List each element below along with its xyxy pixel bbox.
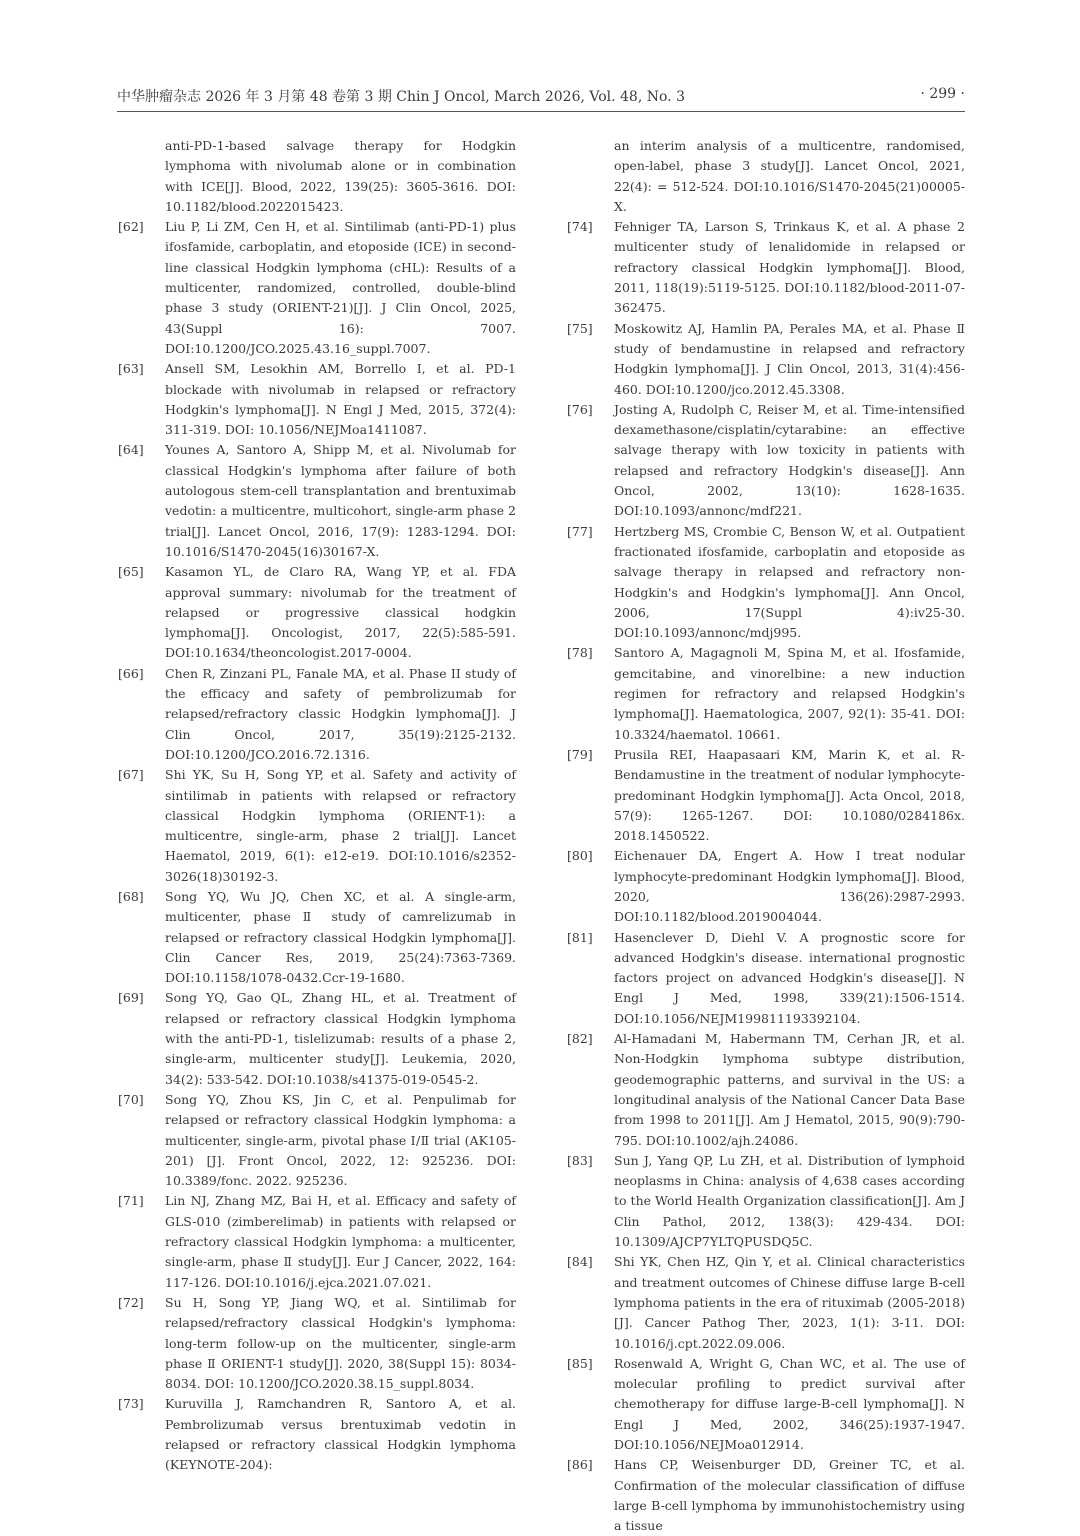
reference-number: [69] [118,990,144,1006]
reference-83 [555,1151,965,1252]
reference-text: Younes A, Santoro A, Shipp M, et al. Nivolumab for classical Hodgkin's lymphoma after failure of both autologous stem-cell transplantation and brentuximab vedotin: a multicentre, multicohort, single-arm phase 2 trial[J]. Lancet Oncol, 2016, 17(9): 1283-1294. DOI: 10.1016/S1470-2045(16)30167-X. [165,442,516,559]
reference-text: Song YQ, Gao QL, Zhang HL, et al. Treatment of relapsed or refractory classical Hodgkin lymphoma with the anti-PD-1, tislelizumab: results of a phase 2, single-arm, multicenter study[J]. Leukemia, 2020, 34(2): 533-542. DOI:10.1038/s41375-019-0545-2. [165,990,516,1087]
reference-73 [106,1394,516,1475]
reference-72 [106,1293,516,1394]
reference-text: Kuruvilla J, Ramchandren R, Santoro A, et al. Pembrolizumab versus brentuximab vedotin in relapsed or refractory classical Hodgkin lymphoma (KEYNOTE-204): [165,1396,516,1473]
reference-text: Eichenauer DA, Engert A. How I treat nodular lymphocyte-predominant Hodgkin lymphoma[J]. Blood, 2020, 136(26):2987-2993. DOI:10.1182/blood.2019004044. [614,848,965,925]
reference-continued [555,136,965,217]
reference-62 [106,217,516,359]
running-header [117,86,965,108]
reference-number: [81] [567,929,593,945]
reference-number: [85] [567,1355,593,1371]
reference-69 [106,988,516,1089]
reference-number: [77] [567,523,593,539]
reference-85 [555,1354,965,1455]
reference-text: Song YQ, Zhou KS, Jin C, et al. Penpulimab for relapsed or refractory classical Hodgkin lymphoma: a multicenter, single-arm, pivotal phase Ⅰ/Ⅱ trial (AK105-201) [J]. Front Oncol, 2022, 12: 925236. DOI: 10.3389/fonc. 2022. 925236. [165,1091,516,1189]
reference-text: Chen R, Zinzani PL, Fanale MA, et al. Phase II study of the efficacy and safety of pembrolizumab for relapsed/refractory classic Hodgkin lymphoma[J]. J Clin Oncol, 2017, 35(19):2125-2132. DOI:10.1200/JCO.2016.72.1316. [165,665,516,762]
reference-number: [82] [567,1031,593,1047]
reference-text: Song YQ, Wu JQ, Chen XC, et al. A single-arm, multicenter, phase Ⅱ study of camrelizumab in relapsed or refractory classical Hodgkin lymphoma[J]. Clin Cancer Res, 2019, 25(24):7363-7369. DOI:10.1158/1078-0432.Ccr-19-1680. [165,888,516,986]
reference-text: Josting A, Rudolph C, Reiser M, et al. Time-intensified dexamethasone/cisplatin/cytarabine: an effective salvage therapy with low toxicity in patients with relapsed and refractory Hodgkin's disease[J]. Ann Oncol, 2002, 13(10): 1628-1635. DOI:10.1093/annonc/mdf221. [614,401,965,519]
reference-text: Hertzberg MS, Crombie C, Benson W, et al. Outpatient fractionated ifosfamide, carboplatin and etoposide as salvage therapy in relapsed and refractory non-Hodgkin's and Hodgkin's lymphoma[J]. Ann Oncol, 2006, 17(Suppl 4):iv25-30. DOI:10.1093/annonc/mdj995. [614,523,965,641]
reference-number: [62] [118,219,144,235]
reference-number: [72] [118,1294,144,1310]
reference-68 [106,887,516,988]
reference-text: an interim analysis of a multicentre, randomised, open-label, phase 3 study[J]. Lancet Oncol, 2021, 22(4): = 512-524. DOI:10.1016/S1470-2045(21)00005-X. [614,138,965,214]
reference-number: [70] [118,1091,144,1107]
reference-text: Shi YK, Chen HZ, Qin Y, et al. Clinical characteristics and treatment outcomes of Chinese diffuse large B-cell lymphoma patients in the era of rituximab (2005-2018) [J]. Cancer Pathog Ther, 2023, 1(1): 3-11. DOI: 10.1016/j.cpt.2022.09.006. [614,1254,965,1351]
reference-70 [106,1090,516,1191]
reference-text: Rosenwald A, Wright G, Chan WC, et al. The use of molecular profiling to predict survival after chemotherapy for diffuse large-B-cell lymphoma[J]. N Engl J Med, 2002, 346(25):1937-1947. DOI:10.1056/NEJMoa012914. [614,1355,965,1452]
reference-79 [555,745,965,846]
reference-text: Liu P, Li ZM, Cen H, et al. Sintilimab (anti-PD-1) plus ifosfamide, carboplatin, and etoposide (ICE) in second-line classical Hodgkin lymphoma (cHL): Results of a multicenter, randomized, controlled, double-blind phase 3 study (ORIENT-21)[J]. J Clin Oncol, 2025, 43(Suppl 16): 7007. DOI:10.1200/JCO.2025.43.16_suppl.7007. [165,219,516,356]
reference-text: Lin NJ, Zhang MZ, Bai H, et al. Efficacy and safety of GLS-010 (zimberelimab) in patients with relapsed or refractory classical Hodgkin lymphoma: a multicenter, single-arm, phase Ⅱ study[J]. Eur J Cancer, 2022, 164: 117-126. DOI:10.1016/j.ejca.2021.07.021. [165,1193,516,1290]
right-reference-column [555,136,965,1536]
reference-number: [68] [118,888,144,904]
reference-80 [555,846,965,927]
reference-text: Sun J, Yang QP, Lu ZH, et al. Distribution of lymphoid neoplasms in China: analysis of 4,638 cases according to the World Health Organization classification[J]. Am J Clin Pathol, 2012, 138(3): 429-434. DOI: 10.1309/AJCP7YLTQPUSDQ5C. [614,1152,965,1250]
reference-86 [555,1455,965,1536]
reference-number: [80] [567,848,593,864]
reference-number: [79] [567,746,593,762]
reference-number: [66] [118,665,144,681]
reference-63 [106,359,516,440]
reference-number: [86] [567,1457,593,1473]
reference-continued [106,136,516,217]
page-number: · 299 · [920,86,965,102]
reference-number: [65] [118,564,144,580]
reference-text: Su H, Song YP, Jiang WQ, et al. Sintilimab for relapsed/refractory classical Hodgkin's lymphoma: long-term follow-up on the multicenter, single-arm phase Ⅱ ORIENT-1 study[J]. 2020, 38(Suppl 15): 8034-8034. DOI: 10.1200/JCO.2020.38.15_suppl.8034. [165,1294,516,1392]
reference-text: Hasenclever D, Diehl V. A prognostic score for advanced Hodgkin's disease. international prognostic factors project on advanced Hodgkin's disease[J]. N Engl J Med, 1998, 339(21):1506-1514. DOI:10.1056/NEJM199811193392104. [614,929,965,1026]
journal-citation-header: 中华肿瘤杂志 2026 年 3 月第 48 卷第 3 期 Chin J Oncol, March 2026, Vol. 48, No. 3 [117,89,685,105]
reference-number: [73] [118,1396,144,1412]
reference-number: [76] [567,401,593,417]
reference-number: [64] [118,442,144,458]
reference-text: Shi YK, Su H, Song YP, et al. Safety and activity of sintilimab in patients with relapsed or refractory classical Hodgkin lymphoma (ORIENT-1): a multicentre, single-arm, phase 2 trial[J]. Lancet Haematol, 2019, 6(1): e12-e19. DOI:10.1016/s2352-3026(18)30192-3. [165,767,516,884]
reference-number: [83] [567,1152,593,1168]
reference-77 [555,522,965,644]
reference-text: Prusila REI, Haapasaari KM, Marin K, et al. R-Bendamustine in the treatment of nodular lymphocyte-predominant Hodgkin lymphoma[J]. Acta Oncol, 2018, 57(9): 1265-1267. DOI: 10.1080/0284186x. 2018.1450522. [614,746,965,844]
reference-76 [555,400,965,522]
reference-74 [555,217,965,318]
reference-number: [78] [567,645,593,661]
reference-text: Moskowitz AJ, Hamlin PA, Perales MA, et al. Phase Ⅱ study of bendamustine in relapsed and refractory Hodgkin lymphoma[J]. J Clin Oncol, 2013, 31(4):456-460. DOI:10.1200/jco.2012.45.3308. [614,320,965,397]
reference-78 [555,643,965,744]
reference-text: anti-PD-1-based salvage therapy for Hodgkin lymphoma with nivolumab alone or in combination with ICE[J]. Blood, 2022, 139(25): 3605-3616. DOI: 10.1182/blood.2022015423. [165,138,516,214]
reference-84 [555,1252,965,1353]
reference-67 [106,765,516,887]
header-divider [117,111,965,112]
reference-number: [67] [118,767,144,783]
reference-number: [74] [567,219,593,235]
reference-71 [106,1191,516,1292]
reference-64 [106,440,516,562]
reference-text: Santoro A, Magagnoli M, Spina M, et al. Ifosfamide, gemcitabine, and vinorelbine: a new induction regimen for refractory and relapsed Hodgkin's lymphoma[J]. Haematologica, 2007, 92(1): 35-41. DOI: 10.3324/haematol. 10661. [614,645,965,742]
reference-81 [555,928,965,1029]
reference-82 [555,1029,965,1151]
reference-number: [71] [118,1193,144,1209]
reference-number: [75] [567,320,593,336]
reference-65 [106,562,516,663]
reference-text: Ansell SM, Lesokhin AM, Borrello I, et al. PD-1 blockade with nivolumab in relapsed or refractory Hodgkin's lymphoma[J]. N Engl J Med, 2015, 372(4): 311-319. DOI: 10.1056/NEJMoa1411087. [165,361,516,438]
reference-66 [106,664,516,765]
reference-75 [555,319,965,400]
reference-text: Fehniger TA, Larson S, Trinkaus K, et al. A phase 2 multicenter study of lenalidomide in relapsed or refractory classical Hodgkin lymphoma[J]. Blood, 2011, 118(19):5119-5125. DOI:10.1182/blood-2011-07-362475. [614,219,965,316]
reference-text: Hans CP, Weisenburger DD, Greiner TC, et al. Confirmation of the molecular classification of diffuse large B-cell lymphoma by immunohistochemistry using a tissue [614,1457,965,1534]
reference-number: [63] [118,361,144,377]
reference-text: Kasamon YL, de Claro RA, Wang YP, et al. FDA approval summary: nivolumab for the treatment of relapsed or progressive classical hodgkin lymphoma[J]. Oncologist, 2017, 22(5):585-591. DOI:10.1634/theoncologist.2017-0004. [165,564,516,661]
reference-text: Al-Hamadani M, Habermann TM, Cerhan JR, et al. Non-Hodgkin lymphoma subtype distribution, geodemographic patterns, and survival in the US: a longitudinal analysis of the National Cancer Data Base from 1998 to 2011[J]. Am J Hematol, 2015, 90(9):790-795. DOI:10.1002/ajh.24086. [614,1031,965,1148]
reference-number: [84] [567,1254,593,1270]
left-reference-column [106,136,516,1476]
